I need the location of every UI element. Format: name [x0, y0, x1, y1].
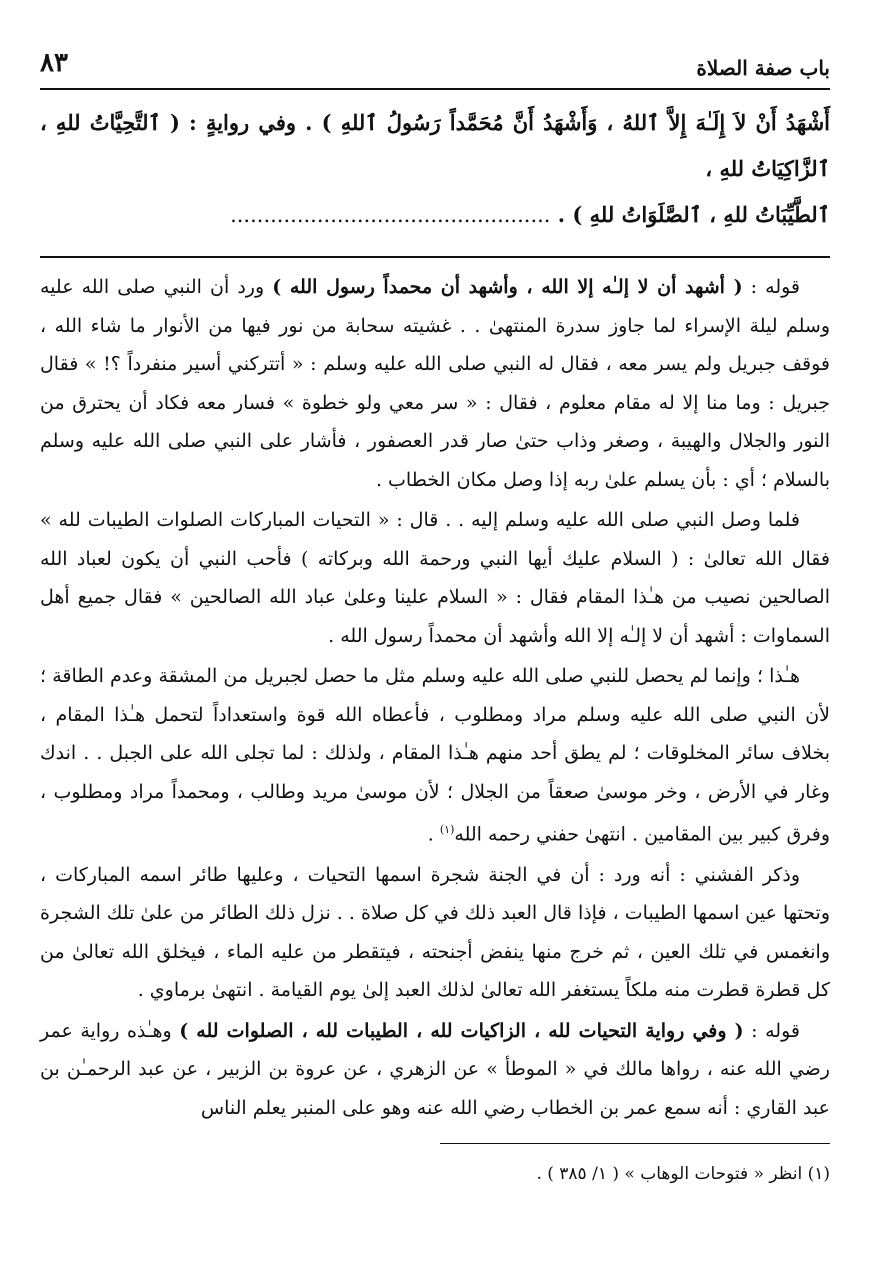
- commentary-paragraph: وذكر الفشني : أنه ورد : أن في الجنة شجرة اسمها التحيات ، وعليها طائر اسمه المباركات ، وتحتها عين اسمها الطيبات ، فإذا قال العبد ذلك في كل صلاة . . نزل ذلك الطائر من علىٰ تلك الشجرة وانغمس في تلك العين ، ثم خرج منها ينفض أجنحته ، فيتقطر من عليه الماء ، فيخلق الله تعالىٰ من كل قطرة قطرت منه ملكاً يستغفر الله تعالىٰ لذلك العبد إلىٰ يوم القيامة . انتهىٰ برماوي .: [40, 863, 830, 1002]
- matn-line-end: ٱلطَّيِّبَاتُ للهِ ، ٱلصَّلَوَاتُ للهِ ) .: [557, 202, 830, 227]
- paragraph-intro: قوله :: [743, 1019, 800, 1042]
- footnote-separator: [440, 1143, 830, 1144]
- commentary-paragraph: فلما وصل النبي صلى الله عليه وسلم إليه . . قال : « التحيات المباركات الصلوات الطيبات لله » فقال الله تعالىٰ : ( السلام عليك أيها النبي ورحمة الله وبركاته ) فأحب النبي أن يكون لعباد الله الصالحين نصيب من هـٰذا المقام فقال : « السلام علينا وعلىٰ عباد الله الصالحين » فقال جميع أهل السماوات : أشهد أن لا إلـٰه إلا الله وأشهد أن محمداً رسول الله .: [40, 509, 830, 647]
- dotted-leader: ................................................: [230, 203, 551, 227]
- page-number: ٨٣: [40, 48, 68, 78]
- chapter-title: باب صفة الصلاة: [696, 56, 830, 80]
- quoted-matn: ( أشهد أن لا إلـٰه إلا الله ، وأشهد أن محمداً رسول الله ): [272, 276, 743, 298]
- paragraph-intro: قوله :: [742, 276, 801, 298]
- matn-commentary-separator: [40, 256, 830, 258]
- matn-text: [40, 100, 830, 238]
- paragraph-text: ورد أن النبي صلى الله عليه وسلم ليلة الإسراء لما جاوز سدرة المنتهىٰ . . غشيته سحابة من نور فيها من الأنوار ما شاء الله ، فوقف جبريل ولم يسر معه ، فقال له النبي صلى الله عليه وسلم : « أتتركني أسير منفرداً ؟! » فقال جبريل : وما منا إلا له مقام معلوم ، فقال : « سر معي ولو خطوة » فسار معه فكاد أن يحترق من النور والجلال والهيبة ، وصغر وذاب حتىٰ صار قدر العصفور ، فأشار على النبي صلى الله عليه وسلم بالسلام ؛ أي : بأن يسلم علىٰ ربه إذا وصل مكان الخطاب .: [40, 276, 830, 491]
- commentary: [40, 268, 830, 1127]
- quoted-matn: ( وفي رواية التحيات لله ، الزاكيات لله ، الطيبات لله ، الصلوات لله ): [179, 1019, 744, 1042]
- book-page: [40, 48, 830, 1248]
- matn-line: أَشْهَدُ أَنْ لاَ إِلَـٰهَ إِلاَّ ٱللهُ ، وَأَشْهَدُ أَنَّ مُحَمَّداً رَسُولُ ٱللهِ ) . وفي روايةٍ : ( ٱلتَّحِيَّاتُ للهِ ، ٱلزَّاكِيَاتُ للهِ ،: [40, 110, 830, 181]
- footnote-reference: (١): [439, 823, 455, 836]
- commentary-paragraph: [40, 657, 830, 854]
- matn-line: [40, 192, 830, 238]
- paragraph-text: هـٰذا ؛ وإنما لم يحصل للنبي صلى الله عليه وسلم مثل ما حصل لجبريل من المشقة وعدم الطاقة ؛ لأن النبي صلى الله عليه وسلم مراد ومطلوب ، فأعطاه الله قوة واستعداداً لتحمل هـٰذا المقام ، بخلاف سائر المخلوقات ؛ لم يطق أحد منهم هـٰذا المقام ، ولذلك : لما تجلى الله على الجبل . . اندك وغار في الأرض ، وخر موسىٰ صعقاً من الجلال ؛ لأن موسىٰ مريد وطالب ، ومحمداً مراد ومطلوب ، وفرق كبير بين المقامين . انتهىٰ حفني رحمه الله: [40, 665, 830, 846]
- commentary-paragraph: [40, 1012, 830, 1128]
- footnote: (١) انظر « فتوحات الوهاب » ( ١/ ٣٨٥ ) .: [536, 1164, 830, 1185]
- page-header: [40, 48, 830, 90]
- paragraph-text: وهـٰذه رواية عمر رضي الله عنه ، رواها مالك في « الموطأ » عن الزهري ، عن عروة بن الزبير ، عن عبد الرحمـٰن بن عبد القاري : أنه سمع عمر بن الخطاب رضي الله عنه وهو على المنبر يعلم الناس: [40, 1019, 830, 1119]
- commentary-paragraph: [40, 268, 830, 499]
- paragraph-text: .: [427, 823, 440, 846]
